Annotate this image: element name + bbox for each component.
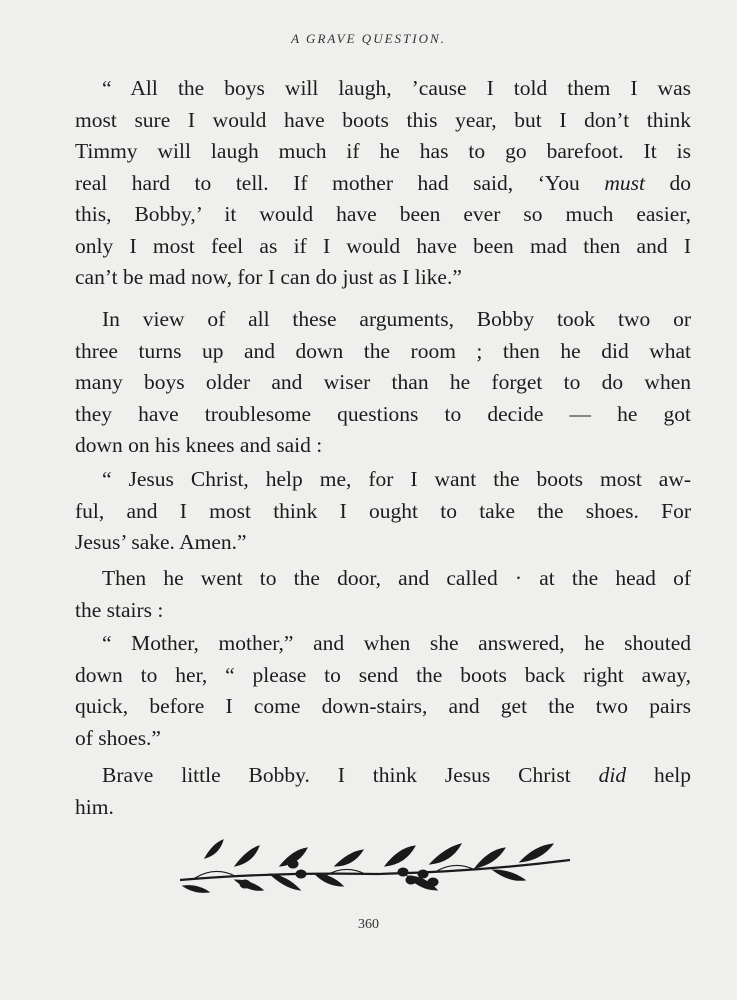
text-line: “ All the boys will laugh, ’cause I told them I was bbox=[102, 76, 691, 100]
text-line: the stairs : bbox=[75, 597, 164, 622]
running-header: A GRAVE QUESTION. bbox=[291, 31, 446, 46]
emphasis-word: did bbox=[598, 763, 627, 787]
text-line-with-emphasis bbox=[75, 760, 691, 792]
page-number: 360 bbox=[358, 917, 379, 932]
text-line: ful, and I most think I ought to take the shoes. For bbox=[75, 498, 691, 523]
text-line: can’t be mad now, for I can do just as I like.” bbox=[75, 265, 462, 289]
text-segment: do bbox=[644, 170, 691, 195]
text-line: down to her, “ please to send the boots back right away, bbox=[75, 662, 691, 687]
emphasis-word: must bbox=[604, 170, 645, 195]
text-segment: help bbox=[626, 763, 691, 787]
paragraph-3 bbox=[75, 464, 691, 559]
text-line: this, Bobby,’ it would have been ever so much easier, bbox=[75, 202, 691, 226]
text-line: “ Mother, mother,” and when she answered, he shouted bbox=[102, 631, 691, 655]
paragraph-5 bbox=[75, 628, 691, 754]
text-line: him. bbox=[75, 794, 114, 819]
paragraph-4 bbox=[75, 563, 691, 626]
text-line: Timmy will laugh much if he has to go barefoot. It is bbox=[75, 139, 691, 163]
text-line: Jesus’ sake. Amen.” bbox=[75, 530, 247, 554]
text-line: In view of all these arguments, Bobby took two or bbox=[102, 307, 691, 331]
paragraph-2 bbox=[75, 304, 691, 462]
text-line: they have troublesome questions to decide — he got bbox=[75, 401, 691, 426]
text-segment: Brave little Bobby. I think Jesus Christ bbox=[102, 763, 599, 787]
paragraph-6 bbox=[75, 760, 691, 823]
text-line: most sure I would have boots this year, but I don’t think bbox=[75, 107, 691, 132]
text-line: down on his knees and said : bbox=[75, 433, 323, 457]
text-line: “ Jesus Christ, help me, for I want the boots most aw- bbox=[102, 467, 691, 491]
text-line: only I most feel as if I would have been mad then and I bbox=[75, 233, 691, 258]
text-segment: real hard to tell. If mother had said, ‘You bbox=[75, 170, 605, 195]
text-line: of shoes.” bbox=[75, 725, 161, 750]
text-line: three turns up and down the room ; then he did what bbox=[75, 338, 691, 363]
text-line: quick, before I come down-stairs, and get the two pairs bbox=[75, 694, 691, 718]
text-line: many boys older and wiser than he forget to do when bbox=[75, 370, 691, 394]
paragraph-1 bbox=[75, 73, 691, 294]
text-line: Then he went to the door, and called · at the head of bbox=[102, 566, 691, 590]
text-line-with-emphasis bbox=[75, 168, 691, 200]
olive-branch-icon bbox=[175, 836, 575, 898]
